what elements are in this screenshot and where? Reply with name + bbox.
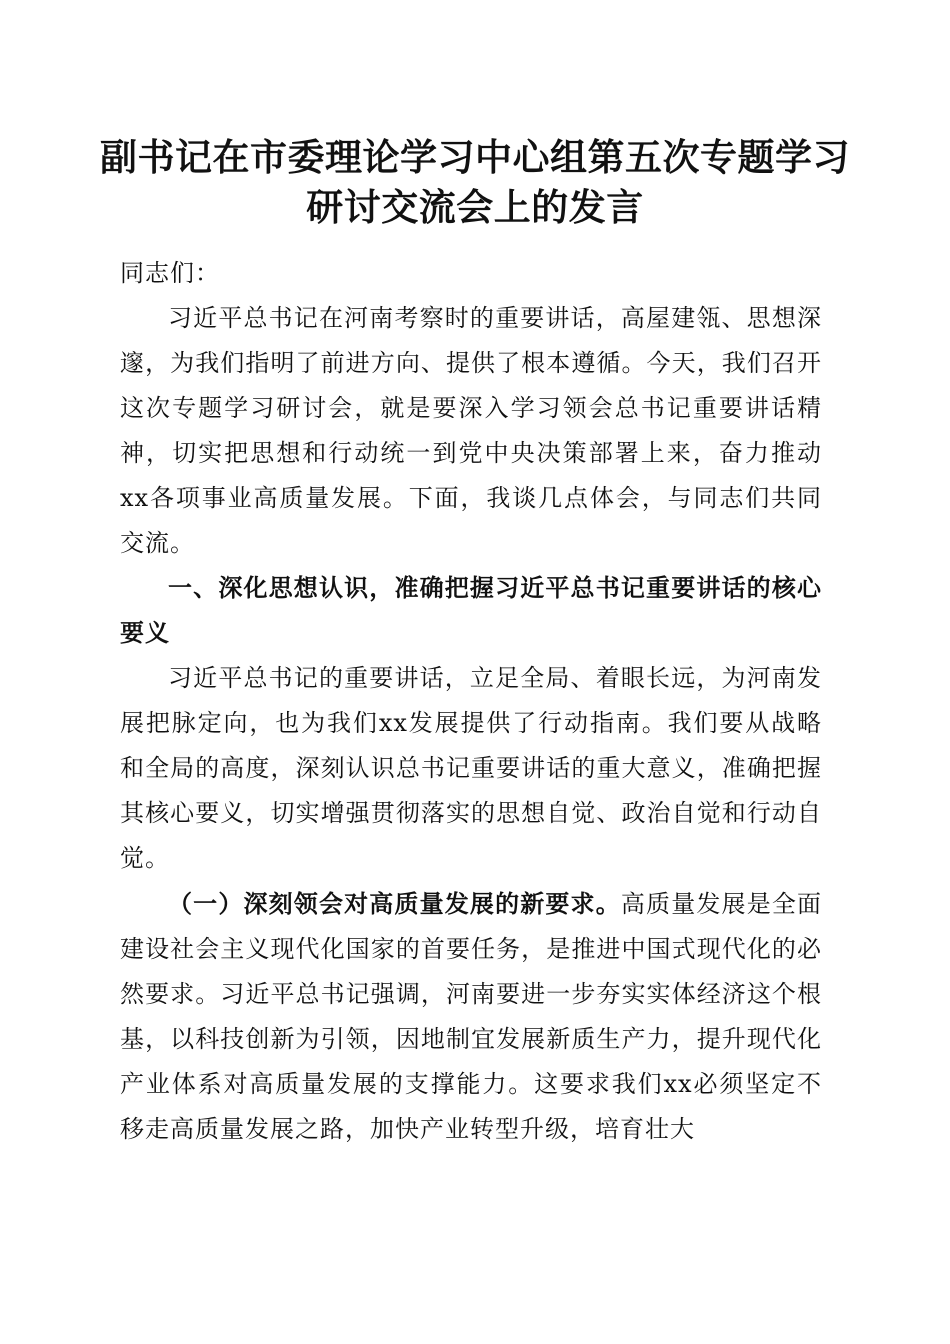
section-1-paragraph: 习近平总书记的重要讲话，立足全局、着眼长远，为河南发展把脉定向，也为我们xx发展提供了行动指南。我们要从战略和全局的高度，深刻认识总书记重要讲话的重大意义，准确把握其核心要义，切实增强贯彻落实的思想自觉、政治自觉和行动自觉。 xyxy=(120,664,822,872)
salutation: 同志们： xyxy=(120,259,220,287)
title-line-2: 研讨交流会上的发言 xyxy=(306,185,644,229)
subsection-1-text: 高质量发展是全面建设社会主义现代化国家的首要任务，是推进中国式现代化的必然要求。习近平总书记强调，河南要进一步夯实实体经济这个根基，以科技创新为引领，因地制宜发展新质生产力，提升现代化产业体系对高质量发展的支撑能力。这要求我们xx必须坚定不移走高质量发展之路，加快产业转型升级，培育壮大 xyxy=(120,890,823,1143)
title-line-1: 副书记在市委理论学习中心组第五次专题学习 xyxy=(100,135,850,179)
subsection-1-paragraph xyxy=(120,881,822,1152)
section-1-heading: 一、深化思想认识，准确把握习近平总书记重要讲话的核心要义 xyxy=(120,574,822,647)
intro-paragraph: 习近平总书记在河南考察时的重要讲话，高屋建瓴、思想深邃，为我们指明了前进方向、提供了根本遵循。今天，我们召开这次专题学习研讨会，就是要深入学习领会总书记重要讲话精神，切实把思想和行动统一到党中央决策部署上来，奋力推动xx各项事业高质量发展。下面，我谈几点体会，与同志们共同交流。 xyxy=(120,304,822,557)
subsection-1-lead: （一）深刻领会对高质量发展的新要求。 xyxy=(168,889,621,918)
document-body xyxy=(120,251,822,1152)
document-title xyxy=(100,132,850,232)
